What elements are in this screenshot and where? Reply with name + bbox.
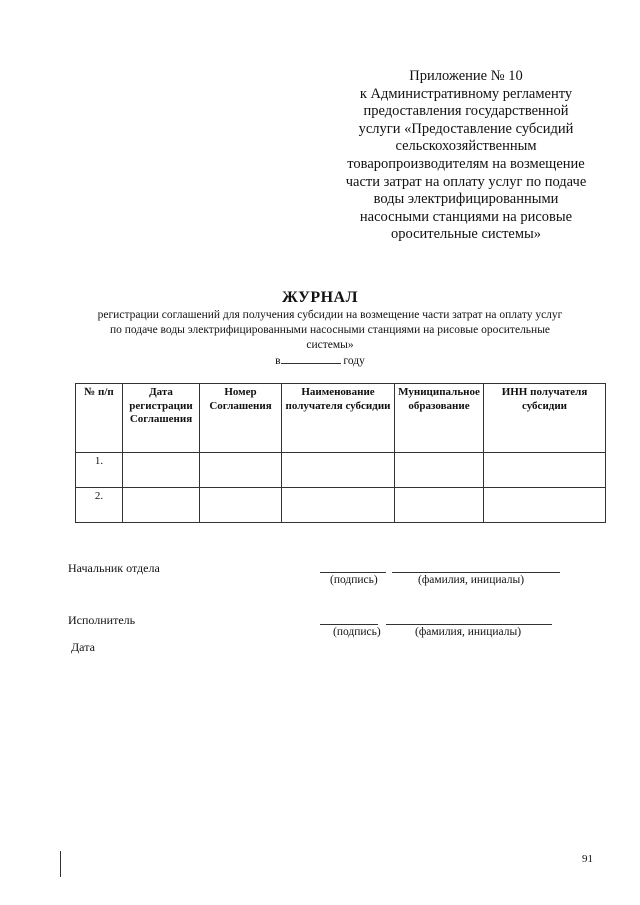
- appendix-line: услуги «Предоставление субсидий: [358, 120, 574, 137]
- header-municipality: Муниципальное образование: [395, 384, 484, 453]
- executor-name-line[interactable]: [386, 624, 552, 625]
- table-cell: [395, 453, 484, 488]
- head-of-department-label: Начальник отдела: [68, 561, 160, 575]
- subtitle-line: регистрации соглашений для получения субсидии на возмещение части затрат на оплату услуг: [97, 309, 563, 321]
- table-cell: [395, 488, 484, 523]
- executor-label: Исполнитель: [68, 613, 136, 627]
- table-row: [76, 488, 606, 523]
- page-number: 91: [582, 853, 593, 865]
- year-blank-field[interactable]: [281, 352, 341, 364]
- header-recipient-name: Наименование получателя субсидии: [282, 384, 395, 453]
- header-number: № п/п: [76, 384, 123, 453]
- date-label: Дата: [71, 640, 95, 654]
- table-cell: 1.: [76, 453, 123, 488]
- table-cell: [484, 488, 606, 523]
- appendix-line: предоставления государственной: [363, 103, 569, 120]
- head-name-caption: (фамилия, инициалы): [418, 574, 525, 586]
- appendix-line: части затрат на оплату услуг по подаче: [345, 173, 587, 190]
- header-inn: ИНН получателя субсидии: [484, 384, 606, 453]
- appendix-line: к Административному регламенту: [359, 85, 573, 102]
- appendix-block: [330, 68, 602, 244]
- appendix-line: товаропроизводителям на возмещение: [347, 155, 585, 172]
- table-cell: [282, 488, 395, 523]
- journal-subtitle: [60, 308, 600, 352]
- executor-signature-caption: (подпись): [333, 626, 381, 638]
- subtitle-line: по подаче воды электрифицированными насосными станциями на рисовые оросительные: [109, 323, 551, 336]
- head-signature-caption: (подпись): [330, 574, 378, 586]
- appendix-line: воды электрифицированными: [373, 191, 559, 208]
- subtitle-line: системы»: [306, 338, 354, 351]
- table-cell: [200, 488, 282, 523]
- appendix-line: сельскохозяйственным: [395, 138, 537, 155]
- table-header-row: [76, 384, 606, 453]
- appendix-line: оросительные системы»: [390, 226, 542, 243]
- executor-signature-line[interactable]: [320, 624, 378, 625]
- table-cell: 2.: [76, 488, 123, 523]
- head-signature-line[interactable]: [320, 572, 386, 573]
- header-agreement-number: Номер Соглашения: [200, 384, 282, 453]
- table-row: [76, 453, 606, 488]
- margin-bar: [60, 851, 61, 877]
- table-cell: [200, 453, 282, 488]
- table-cell: [282, 453, 395, 488]
- journal-title: ЖУРНАЛ: [281, 289, 359, 306]
- head-name-line[interactable]: [392, 572, 560, 573]
- table-cell: [123, 488, 200, 523]
- table-cell: [484, 453, 606, 488]
- year-prefix: в: [275, 355, 281, 367]
- executor-name-caption: (фамилия, инициалы): [415, 626, 522, 638]
- journal-table: [75, 383, 606, 523]
- year-suffix: году: [343, 355, 365, 367]
- year-line: [0, 352, 640, 367]
- appendix-line: Приложение № 10: [409, 68, 523, 84]
- appendix-line: насосными станциями на рисовые: [359, 208, 573, 225]
- header-registration-date: Дата регистрации Соглашения: [123, 384, 200, 453]
- table-cell: [123, 453, 200, 488]
